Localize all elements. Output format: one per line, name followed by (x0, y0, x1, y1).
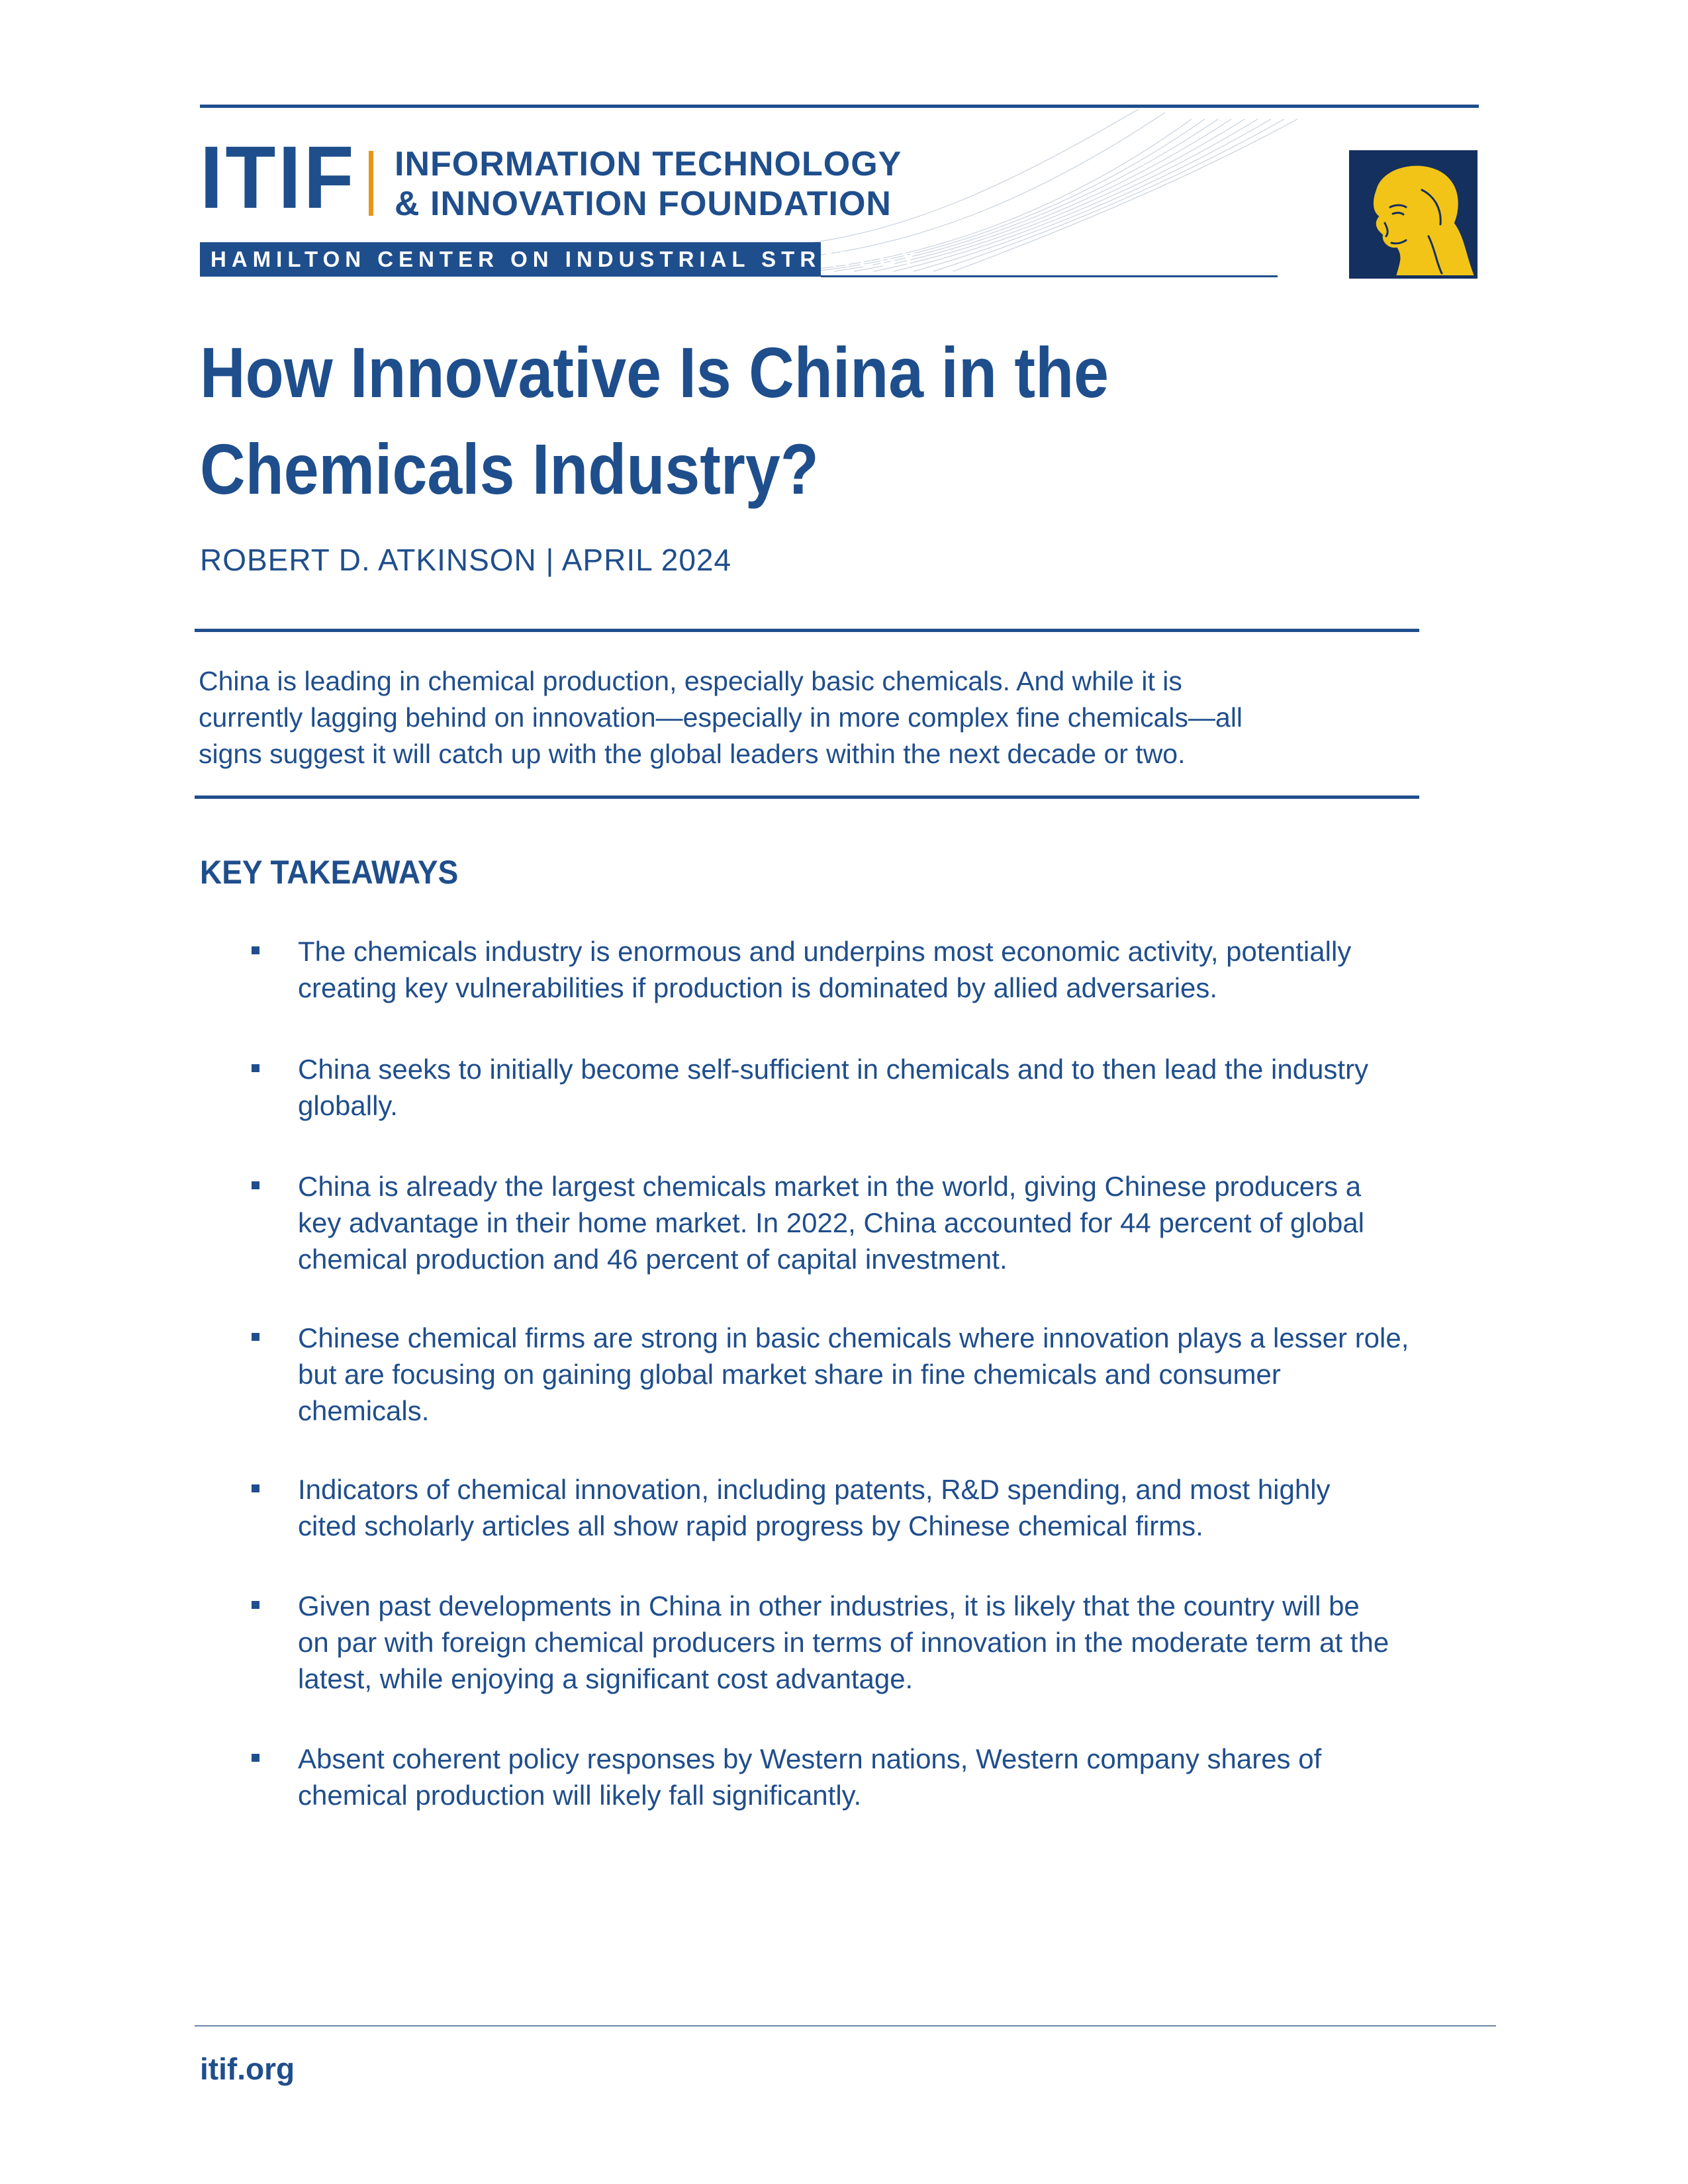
summary-line: signs suggest it will catch up with the global leaders within the next decade or two. (199, 739, 1186, 769)
takeaway-item (199, 933, 1509, 1006)
takeaway-line: Chinese chemical firms are strong in basic chemicals where innovation plays a lesser role, (298, 1322, 1409, 1353)
bullet-square-icon (252, 1064, 259, 1072)
takeaway-line: on par with foreign chemical producers in terms of innovation in the moderate term at the (298, 1627, 1389, 1658)
takeaway-line: chemical production and 46 percent of capital investment. (298, 1244, 1008, 1275)
takeaway-item (199, 1588, 1509, 1697)
key-takeaways-heading: KEY TAKEAWAYS (200, 854, 459, 891)
takeaway-line: latest, while enjoying a significant cost advantage. (298, 1663, 914, 1694)
takeaway-line: China is already the largest chemicals market in the world, giving Chinese producers a (298, 1171, 1362, 1202)
takeaway-line: China seeks to initially become self-sufficient in chemicals and to then lead the industry (298, 1054, 1369, 1085)
takeaway-line: cited scholarly articles all show rapid progress by Chinese chemical firms. (298, 1510, 1203, 1541)
takeaway-line: creating key vulnerabilities if production is dominated by allied adversaries. (298, 972, 1218, 1003)
summary-text (199, 663, 1403, 772)
takeaway-item (199, 1320, 1509, 1429)
summary-line: China is leading in chemical production, especially basic chemicals. And while it is (199, 666, 1182, 696)
takeaway-line: globally. (298, 1090, 398, 1121)
takeaway-item (199, 1168, 1509, 1277)
bullet-square-icon (252, 1484, 259, 1492)
org-name (395, 144, 902, 224)
takeaway-line: chemical production will likely fall significantly. (298, 1780, 862, 1811)
hamilton-portrait-icon (1349, 150, 1477, 279)
center-name-underline (821, 275, 1278, 277)
takeaway-line: The chemicals industry is enormous and underpins most economic activity, potentially (298, 936, 1352, 967)
itif-logo: ITIF (200, 128, 357, 227)
title-line-1: How Innovative Is China in the (200, 332, 1109, 412)
takeaway-line: but are focusing on gaining global market share in fine chemicals and consumer (298, 1359, 1281, 1390)
org-name-line1: INFORMATION TECHNOLOGY (395, 145, 902, 183)
bullet-square-icon (252, 1754, 259, 1762)
author-date-byline: ROBERT D. ATKINSON | APRIL 2024 (200, 543, 732, 577)
page-title (200, 324, 1307, 518)
takeaway-line: Indicators of chemical innovation, including patents, R&D spending, and most highly (298, 1474, 1331, 1505)
title-line-2: Chemicals Industry? (200, 429, 819, 509)
takeaway-line: Absent coherent policy responses by Western nations, Western company shares of (298, 1743, 1322, 1774)
footer-rule (195, 2025, 1496, 2026)
takeaways-list (199, 933, 1509, 1813)
bullet-square-icon (252, 1333, 259, 1341)
bullet-square-icon (252, 1181, 259, 1189)
takeaway-line: chemicals. (298, 1395, 430, 1426)
bullet-square-icon (252, 946, 259, 954)
summary-top-rule (195, 629, 1419, 632)
footer-site-link[interactable]: itif.org (200, 2052, 295, 2086)
logo-divider (369, 151, 373, 216)
org-name-line2: & INNOVATION FOUNDATION (395, 185, 892, 223)
summary-bottom-rule (195, 796, 1419, 799)
takeaway-line: key advantage in their home market. In 2022, China accounted for 44 percent of global (298, 1207, 1365, 1238)
hamilton-portrait-logo (1349, 150, 1477, 279)
takeaway-item (199, 1471, 1509, 1544)
takeaway-line: Given past developments in China in other industries, it is likely that the country will be (298, 1590, 1360, 1621)
takeaway-item (199, 1051, 1509, 1124)
takeaway-item (199, 1741, 1509, 1813)
center-name-bar: HAMILTON CENTER ON INDUSTRIAL STRATEGY (200, 242, 821, 277)
bullet-square-icon (252, 1601, 259, 1609)
summary-line: currently lagging behind on innovation—especially in more complex fine chemicals—all (199, 702, 1243, 733)
